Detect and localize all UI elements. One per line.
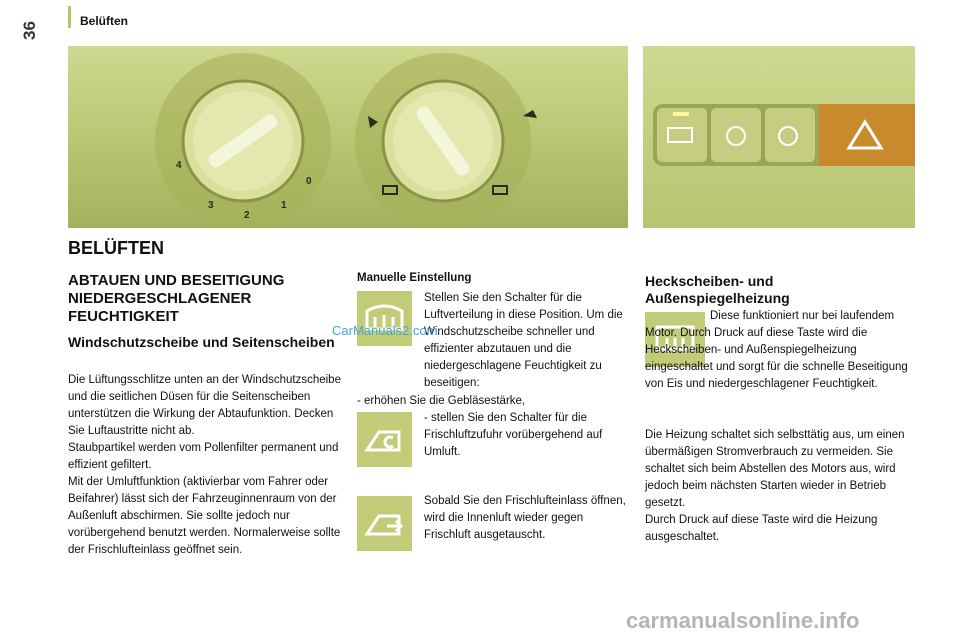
fan-speed-2: 2 — [244, 210, 250, 221]
climate-dials-illustration — [68, 46, 628, 228]
page-number: 36 — [20, 21, 39, 40]
watermark-carmanualsonline: carmanualsonline.info — [626, 608, 860, 633]
fan-speed-1: 1 — [281, 200, 287, 211]
climate-dials-photo — [68, 46, 628, 228]
pollen-paragraph: Staubpartikel werden vom Pollenfilter permanent und effizient gefiltert. — [68, 442, 339, 471]
recirculation-icon — [357, 412, 412, 467]
manual-text-3: - stellen Sie den Schalter für die Frischluftzufuhr vorübergehend auf Umluft. — [424, 412, 603, 458]
manual-text-1: Stellen Sie den Schalter für die Luftverteilung in diese Position. Um die Windschutzscheibe schneller und effizienter abzutauen und die niedergeschlagene Feuchtigkeit zu beseitigen: — [424, 292, 623, 389]
fan-speed-0: 0 — [306, 176, 312, 187]
defog-heading: ABTAUEN UND BESEITIGUNG NIEDERGESCHLAGENER FEUCHTIGKEIT — [68, 272, 285, 325]
fan-speed-3: 3 — [208, 200, 214, 211]
rear-heating-heading: Heckscheiben- und Außenspiegelheizung — [645, 273, 790, 306]
watermark-carmanuals2: CarManuals2.com — [332, 323, 438, 338]
section-title: Belüften — [80, 14, 128, 28]
rear-heating-text-2: Die Heizung schaltet sich selbsttätig aus, um einen übermäßigen Stromverbrauch zu vermeiden. Sie schaltet sich beim Abstellen des Motors aus, wird jedoch beim nächsten Starten wieder in Betrieb gesetzt. — [645, 429, 905, 509]
manual-text-4: Sobald Sie den Frischlufteinlass öffnen, wird die Innenluft wieder gegen Frischluft ausgetauscht. — [424, 495, 626, 541]
manual-setting-title: Manuelle Einstellung — [357, 272, 472, 284]
rear-heating-text: Diese funktioniert nur bei laufendem Motor. Durch Druck auf diese Taste wird die Heckscheiben- und Außenspiegelheizung eingeschaltet und sorgt für die schnelle Beseitigung von Eis und niedergeschlagener Feuchtigkeit. — [645, 310, 908, 390]
main-heading: BELÜFTEN — [68, 238, 164, 258]
windshield-subheading: Windschutzscheibe und Seitenscheiben — [68, 334, 335, 350]
fan-speed-4: 4 — [176, 160, 182, 171]
windshield-section-text — [68, 372, 344, 559]
section-marker — [68, 6, 71, 28]
button-panel-illustration — [643, 46, 915, 228]
recirculation-paragraph: Mit der Umluftfunktion (aktivierbar vom Fahrer oder Beifahrer) lässt sich der Fahrzeuginnenraum von der Außenluft abschirmen. Sie sollte jedoch nur vorübergehend benutzt werden. Normalerweise sollte der Frischlufteinlass geöffnet sein. — [68, 476, 341, 556]
manual-text-2: - erhöhen Sie die Gebläsestärke, — [357, 395, 526, 407]
fresh-air-icon — [357, 496, 412, 551]
rear-heating-text-3: Durch Druck auf diese Taste wird die Heizung ausgeschaltet. — [645, 514, 878, 543]
windshield-paragraph: Die Lüftungsschlitze unten an der Windschutzscheibe und die seitlichen Düsen für die Seitenscheiben unterstützen die Wirkung der Abtaufunktion. Decken Sie Luftaustritte nicht ab. — [68, 374, 341, 437]
button-panel-photo — [643, 46, 915, 228]
